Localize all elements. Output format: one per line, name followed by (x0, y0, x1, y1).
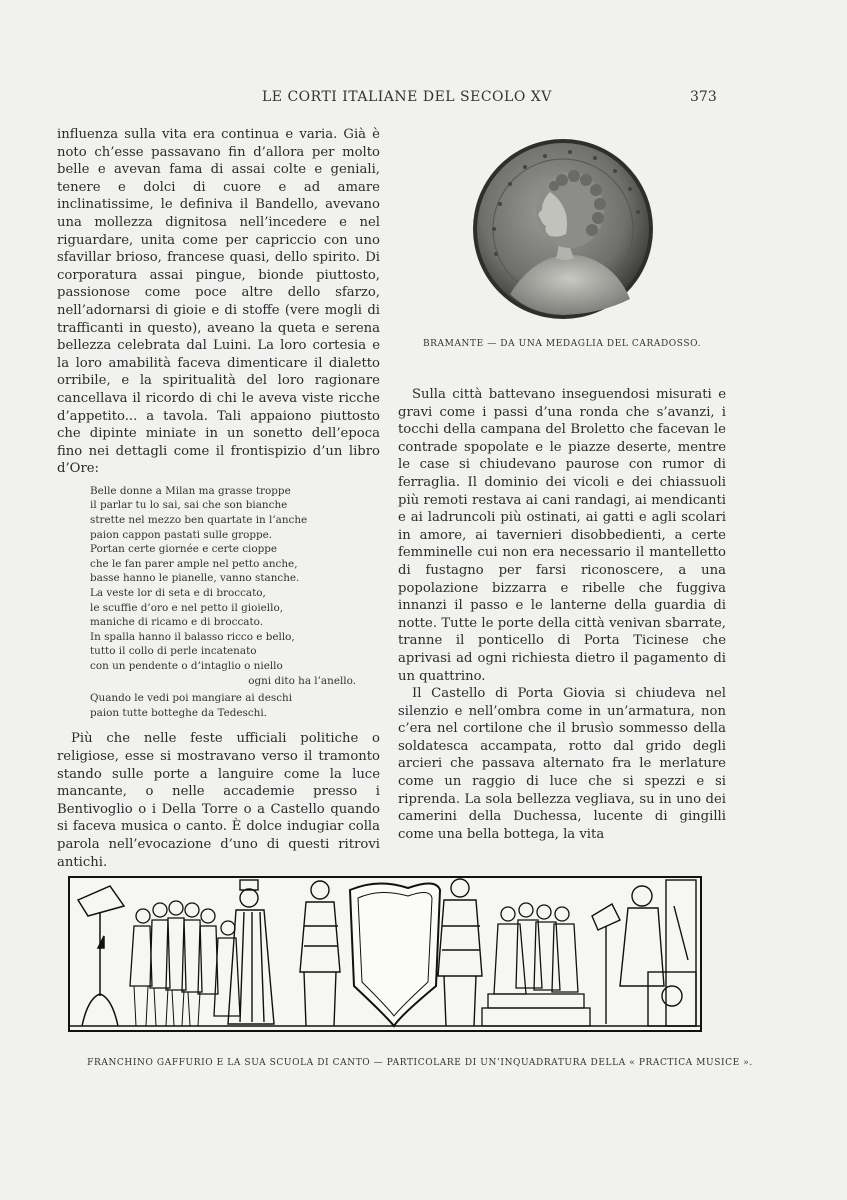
right-paragraph-1: Sulla città battevano inseguendosi misurati e gravi come i passi d’una ronda che s’avanzi, i tocchi della campana del Broletto che facevan le contrade spopolate e le piazze deserte, mentre le case si chiudevano paurose con rumor di ferraglia. Il dominio dei vicoli e dei chiassuoli più remoti restava ai cani randagi, ai mendicanti e ai ladruncoli più ostinati, ai gatti e agli scolari in amore, ai tavernieri disobbedienti, a certe femminelle cui non era necessario il mantelletto di fustagno per farsi riconoscere, a una popolazione bizzarra e ribelle che fuggiva innanzi il passo e le lanterne della guardia di notte. Tutte le porte della città venivan sbarrate, tranne il ponticello di Porta Ticinese che aprivasi ad ogni richiesta dietro il pagamento di un quattrino. (398, 387, 726, 684)
medal-caption: BRAMANTE — DA UNA MEDAGLIA DEL CARADOSSO. (422, 339, 702, 349)
left-column (57, 126, 380, 871)
left-paragraph-2: Più che nelle feste ufficiali politiche o religiose, esse si mostravano verso il tramonto stando sulle porte a languire come la luce mancante, o nelle accademie presso i Bentivoglio o i Della Torre o a Castello quando si faceva musica o canto. È dolce indugiar colla parola nell’evocazione d’uno di questi ritrovi antichi. (57, 731, 380, 870)
poem-line: Quando le vedi poi mangiare ai deschi (90, 692, 293, 705)
bramante-medal (470, 134, 656, 324)
medal-portrait-image (470, 134, 656, 324)
poem-line: In spalla hanno il balasso ricco e bello, (90, 630, 295, 643)
poem-line: che le fan parer ample nel petto anche, (90, 557, 298, 570)
right-paragraph-2: Il Castello di Porta Giovia si chiudeva nel silenzio e nell’ombra come in un’armatura, non c’era nel cortilone che il brusìo sommesso della soldatesca accampata, rotto dal grido degli arcieri che passava alternato fra le merlature come un raggio di luce che si spezzi e si riprenda. La sola bellezza vegliava, su in uno dei camerini della Duchessa, lucente di gingilli come una bella bottega, la vita (398, 686, 726, 842)
left-paragraph-1: influenza sulla vita era continua e varia. Già è noto ch’esse passavano fin d’allora per molto belle e avevan fama di assai colte e geniali, tenere e dolci di cuore e ad amare inclinatissime, le definiva il Bandello, avevano una mollezza dignitosa nell’incedere e nel riguardare, unita come per capriccio con uno sfavillar brioso, francese quasi, dello spirito. Di corporatura assai pingue, bionde piuttosto, passionose come poce altre dello sfarzo, nell’adornarsi di gioie e di stoffe (vere mogli di trafficanti in questo), aveano la queta e serena bellezza celebrata dal Luini. La loro cortesia e la loro amabilità faceva dimenticare il dialetto orribile, e la spiritualità del loro ragionare cancellava il ricordo di chi le aveva viste ricche d’appetito... a tavola. Tali appaiono piuttosto che dipinte miniate in un sonetto dell’epoca fino nei dettagli come il frontispizio d’un libro d’Ore: (57, 127, 380, 477)
gaffurio-engraving (68, 876, 702, 1032)
page-number: 373 (690, 89, 717, 105)
poem-line: maniche di ricamo e di broccato. (90, 616, 264, 629)
poem-line: il parlar tu lo sai, sai che son bianche (90, 499, 288, 512)
poem-line: paion tutte botteghe da Tedeschi. (90, 706, 267, 719)
poem-line: basse hanno le pianelle, vanno stanche. (90, 572, 300, 585)
engraving-caption: FRANCHINO GAFFURIO E LA SUA SCUOLA DI CANTO — PARTICOLARE DI UN’INQUADRATURA DELLA « PRACTICA MUSICE ». (87, 1058, 753, 1068)
sonnet (90, 484, 380, 721)
woodcut-illustration (68, 876, 702, 1032)
poem-line: le scuffie d’oro e nel petto il gioiello, (90, 601, 283, 614)
poem-line: ogni dito ha l’anello. (248, 674, 356, 687)
poem-line: Portan certe giornée e certe cioppe (90, 543, 278, 556)
poem-line: Belle donne a Milan ma grasse troppe (90, 484, 291, 497)
poem-line: paion cappon pastati sulle groppe. (90, 528, 273, 541)
poem-line: con un pendente o d’intaglio o niello (90, 660, 283, 672)
running-title: LE CORTI ITALIANE DEL SECOLO XV (262, 89, 552, 105)
right-column (398, 386, 726, 843)
poem-line: La veste lor di seta e di broccato, (90, 587, 266, 600)
poem-line: strette nel mezzo ben quartate in l’anche (90, 514, 308, 527)
poem-line: tutto il collo di perle incatenato (90, 645, 257, 658)
